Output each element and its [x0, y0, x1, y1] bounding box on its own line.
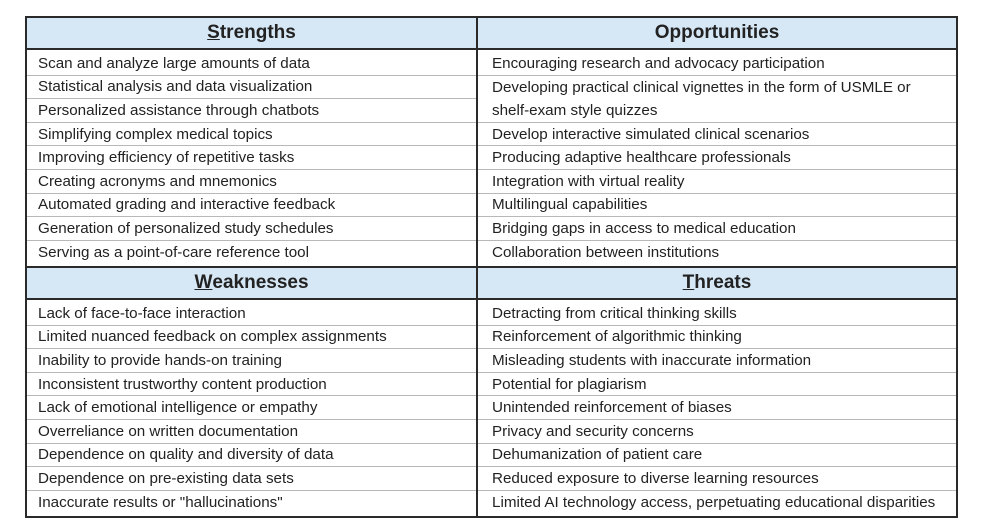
- threats-item: Detracting from critical thinking skills: [478, 302, 956, 326]
- threats-item: Reduced exposure to diverse learning resources: [478, 467, 956, 491]
- weaknesses-item: Inconsistent trustworthy content production: [27, 373, 476, 397]
- strengths-item: Serving as a point-of-care reference tool: [38, 244, 309, 262]
- threats-item: Misleading students with inaccurate information: [478, 349, 956, 373]
- strengths-item: Generation of personalized study schedules: [27, 217, 476, 241]
- strengths-item: Statistical analysis and data visualization: [27, 76, 476, 100]
- opportunities-item: Develop interactive simulated clinical scenarios: [478, 123, 956, 147]
- opportunities-item: Encouraging research and advocacy participation: [478, 52, 956, 76]
- threats-quadrant: [478, 268, 956, 516]
- opportunities-item: Collaboration between institutions: [492, 244, 720, 262]
- weaknesses-item: Lack of emotional intelligence or empathy: [27, 396, 476, 420]
- strengths-item: Scan and analyze large amounts of data: [27, 52, 476, 76]
- threats-item: Reinforcement of algorithmic thinking: [478, 326, 956, 350]
- opportunities-item: shelf-exam style quizzes: [478, 99, 956, 123]
- weaknesses-list: [27, 300, 476, 516]
- threats-title-initial: T: [682, 272, 695, 293]
- threats-list: [478, 300, 956, 516]
- opportunities-item: Developing practical clinical vignettes in the form of USMLE or: [492, 78, 911, 96]
- weaknesses-header: [27, 268, 476, 300]
- weaknesses-title-rest: eaknesses: [212, 272, 309, 293]
- weaknesses-item: Dependence on quality and diversity of data: [27, 444, 476, 468]
- threats-item: Dehumanization of patient care: [478, 444, 956, 468]
- strengths-title-rest: trengths: [219, 22, 296, 43]
- opportunities-item: Integration with virtual reality: [478, 170, 956, 194]
- strengths-item: Simplifying complex medical topics: [27, 123, 476, 147]
- weaknesses-item: Lack of face-to-face interaction: [27, 302, 476, 326]
- weaknesses-item: Limited nuanced feedback on complex assignments: [27, 326, 476, 350]
- strengths-item: Automated grading and interactive feedback: [27, 194, 476, 218]
- weaknesses-item: Inaccurate results or "hallucinations": [38, 494, 283, 512]
- threats-item: Unintended reinforcement of biases: [478, 396, 956, 420]
- threats-header: [478, 268, 956, 300]
- opportunities-item: Multilingual capabilities: [478, 194, 956, 218]
- opportunities-quadrant: [478, 18, 956, 268]
- weaknesses-quadrant: [27, 268, 478, 516]
- threats-item: Privacy and security concerns: [478, 420, 956, 444]
- opportunities-list: [478, 50, 956, 266]
- strengths-header: [27, 18, 476, 50]
- strengths-quadrant: [27, 18, 478, 268]
- weaknesses-title-initial: W: [194, 272, 213, 293]
- strengths-title-initial: S: [207, 22, 220, 43]
- opportunities-header: [478, 18, 956, 50]
- threats-item: Limited AI technology access, perpetuating educational disparities: [492, 494, 936, 512]
- weaknesses-item: Inability to provide hands-on training: [27, 349, 476, 373]
- threats-title-rest: hreats: [694, 272, 752, 293]
- opportunities-title: Opportunities: [654, 22, 780, 43]
- swot-table: [25, 16, 958, 518]
- opportunities-item: Bridging gaps in access to medical education: [478, 217, 956, 241]
- strengths-item: Creating acronyms and mnemonics: [27, 170, 476, 194]
- opportunities-item: Producing adaptive healthcare professionals: [478, 146, 956, 170]
- strengths-list: [27, 50, 476, 266]
- strengths-item: Personalized assistance through chatbots: [27, 99, 476, 123]
- weaknesses-item: Dependence on pre-existing data sets: [27, 467, 476, 491]
- threats-item: Potential for plagiarism: [478, 373, 956, 397]
- strengths-item: Improving efficiency of repetitive tasks: [27, 146, 476, 170]
- weaknesses-item: Overreliance on written documentation: [27, 420, 476, 444]
